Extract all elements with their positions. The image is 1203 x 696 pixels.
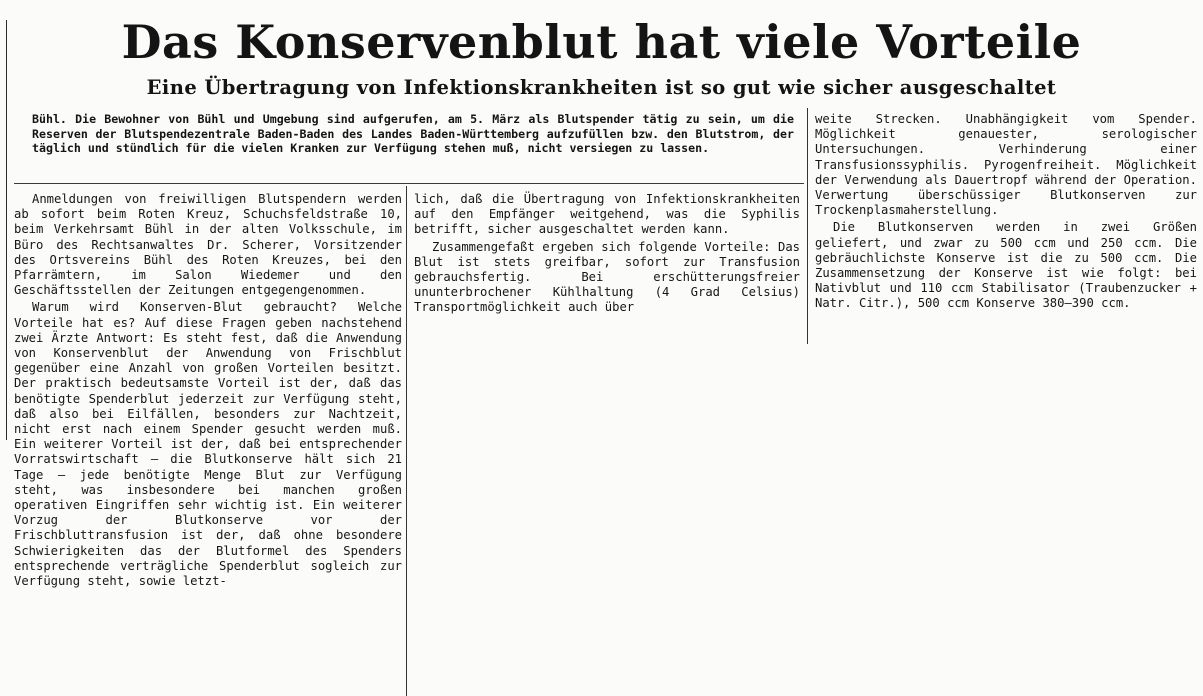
paragraph: Die Blutkonserven werden in zwei Größen geliefert, und zwar zu 500 ccm und 250 ccm. Die gebräuchlichste Konserve ist die zu 500 ccm. Die Zusammensetzung der Konserve ist wie folgt: bei Nativblut und 110 ccm Stabilisator (Traubenzucker + Natr. Citr.), 500 ccm Konserve 380—390 ccm. <box>815 220 1197 311</box>
headline: Das Konservenblut hat viele Vorteile <box>121 15 1082 69</box>
lead-paragraph <box>32 112 794 156</box>
text-column-3 <box>815 112 1197 314</box>
lead-text: Bühl. Die Bewohner von Bühl und Umgebung sind aufgerufen, am 5. März als Blutspender tätig zu sein, um die Reserven der Blutspendezentrale Baden-Baden des Landes Baden-Württemberg aufzufüllen bzw. den Blutstrom, der täglich und stündlich für die vielen Kranken zur Verfügung stehen muß, nicht versiegen zu lassen. <box>32 112 794 156</box>
lead-divider <box>14 183 804 184</box>
text-column-1 <box>14 192 402 591</box>
paragraph: Anmeldungen von freiwilligen Blutspendern werden ab sofort beim Roten Kreuz, Schuchsfeldstraße 10, beim Verkehrsamt Bühl in der alten Volksschule, im Büro des Rechtsanwaltes Dr. Scherer, Vorsitzender des Ortsvereins Bühl des Roten Kreuzes, bei den Pfarrämtern, im Salon Wiedemer und den Geschäftsstellen der Zeitungen entgegengenommen. <box>14 192 402 298</box>
column-divider <box>807 108 808 344</box>
text-column-2 <box>414 192 800 318</box>
subheadline: Eine Übertragung von Infektionskrankheiten ist so gut wie sicher ausgeschaltet <box>146 76 1057 99</box>
paragraph: weite Strecken. Unabhängigkeit vom Spender. Möglichkeit genauester, serologischer Untersuchungen. Verhinderung einer Transfusionssyphilis. Pyrogenfreiheit. Möglichkeit der Verwendung als Dauertropf während der Operation. Verwertung überschüssiger Blutkonserven zur Trockenplasmaherstellung. <box>815 112 1197 218</box>
column-divider <box>406 186 407 696</box>
paragraph: lich, daß die Übertragung von Infektionskrankheiten auf den Empfänger weitgehend, was die Syphilis betrifft, sicher ausgeschaltet werden kann. <box>414 192 800 237</box>
paragraph: Warum wird Konserven-Blut gebraucht? Welche Vorteile hat es? Auf diese Fragen geben nachstehend zwei Ärzte Antwort: Es steht fest, daß die Anwendung von Konservenblut der Anwendung von Frischblut gegenüber eine Anzahl von großen Vorteilen besitzt. Der praktisch bedeutsamste Vorteil ist der, daß das benötigte Spenderblut jederzeit zur Verfügung steht, daß also bei Eilfällen, besonders zur Nachtzeit, nicht erst nach einem Spender gesucht werden muß. Ein weiterer Vorteil ist der, daß bei entsprechender Vorratswirtschaft — die Blutkonserve hält sich 21 Tage — jede benötigte Menge Blut zur Verfügung steht, was insbesondere bei manchen großen operativen Eingriffen sehr wichtig ist. Ein weiterer Vorzug der Blutkonserve vor der Frischbluttransfusion ist der, daß ohne besondere Schwierigkeiten das der Blutformel des Spenders entsprechende verträgliche Spenderblut sogleich zur Verfügung steht, sowie letzt- <box>14 300 402 589</box>
left-border-rule <box>6 20 7 440</box>
paragraph: Zusammengefaßt ergeben sich folgende Vorteile: Das Blut ist stets greifbar, sofort zur Transfusion gebrauchsfertig. Bei erschütterungsfreier ununterbrochener Kühlhaltung (4 Grad Celsius) Transportmöglichkeit auch über <box>414 239 800 315</box>
